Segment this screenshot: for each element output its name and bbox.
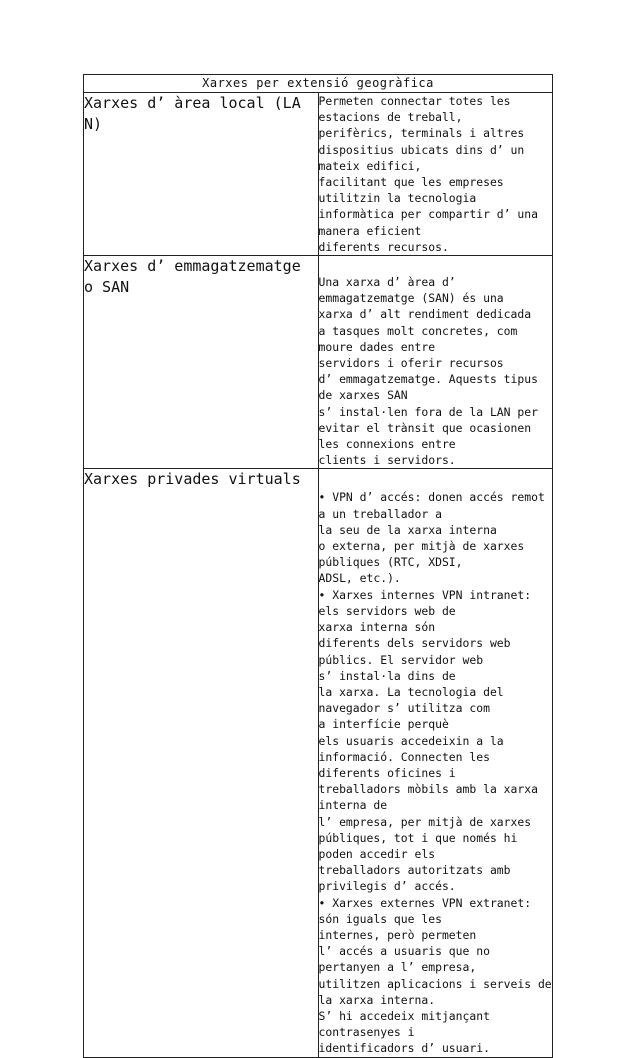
description-text: Una xarxa d’ àrea d’ emmagatzematge (SAN) és una xarxa d’ alt rendiment dedicada a tasques molt concretes, com moure dades entre servidors i oferir recursos d’ emmagatzematge. Aquests tipus de xarxes SAN s’ instal·len fora de la LAN per evitar el trànsit que ocasionen les connexions entre clients i servidors. [318,275,538,468]
table-row [84,469,553,1057]
row-description [318,93,553,256]
description-text: • VPN d’ accés: donen accés remot a un treballador a la seu de la xarxa interna o externa, per mitjà de xarxes públiques (RTC, XDSI, ADSL, etc.). • Xarxes internes VPN intranet: els servidors web de xarxa interna són diferents dels servidors web públics. El servidor web s’ instal·la dins de la xarxa. La tecnologia del navegador s’ utilitza com a interfície perquè els usuaris accedeixin a la informació. Connecten les diferents oficines i treballadors mòbils amb la xarxa interna de l’ empresa, per mitjà de xarxes públiques, tot i que només hi poden accedir els treballadors autoritzats amb privilegis d’ accés. • Xarxes externes VPN extranet: són iguals que les internes, però permeten l’ accés a usuaris que no pertanyen a l’ empresa, utilitzen aplicacions i serveis de la xarxa interna. S’ hi accedeix mitjançant contrasenyes i identificadors d’ usuari. [318,490,552,1056]
row-term: Xarxes d’ àrea local (LAN) [84,93,319,256]
table-title: Xarxes per extensió geogràfica [84,75,553,93]
network-types-table [83,74,553,1058]
table-header-row [84,75,553,93]
row-description [318,469,553,1057]
row-term: Xarxes privades virtuals [84,469,319,1057]
description-text: Permeten connectar totes les estacions de treball, perifèrics, terminals i altres dispositius ubicats dins d’ un mateix edifici, facilitant que les empreses utilitzin la tecnologia informàtica per compartir d’ una manera eficient diferents recursos. [318,94,538,254]
table-row [84,93,553,256]
row-description [318,256,553,469]
table-row [84,256,553,469]
row-term: Xarxes d’ emmagatzematge o SAN [84,256,319,469]
